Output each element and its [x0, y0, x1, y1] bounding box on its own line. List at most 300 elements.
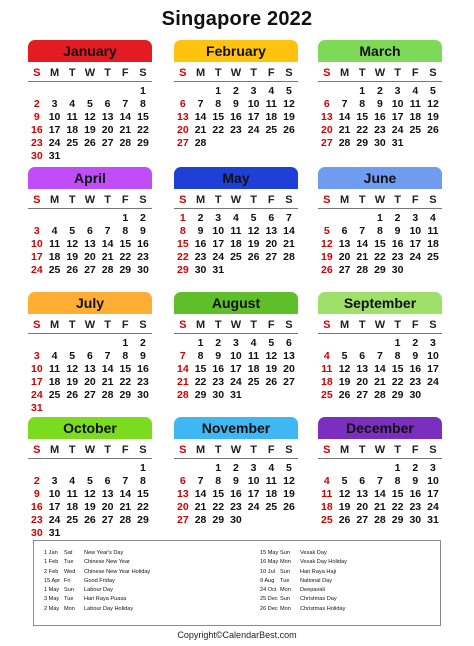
day-cell: 28 [374, 389, 386, 401]
day-cell: 14 [356, 238, 369, 250]
weekday-label: F [411, 318, 419, 331]
day-cell: 12 [66, 363, 79, 375]
weekday-label: S [285, 193, 293, 206]
weekday-label: S [285, 66, 293, 79]
day-cell: 29 [391, 514, 404, 526]
holiday-row [44, 586, 214, 595]
day-cell: 4 [412, 85, 419, 97]
day-cell: 27 [84, 264, 96, 276]
day-cell: 3 [33, 225, 40, 237]
day-empty [99, 462, 117, 475]
day-cell: 22 [212, 501, 225, 513]
day-cell: 25 [48, 264, 61, 276]
holiday-name: Christmas Day [300, 596, 337, 603]
day-cell: 6 [179, 98, 186, 110]
day-cell: 27 [283, 376, 295, 388]
weekday-label: F [267, 66, 275, 79]
day-cell: 23 [391, 251, 404, 263]
day-grid [28, 337, 152, 415]
day-cell: 29 [137, 514, 149, 526]
weekday-header [174, 191, 298, 209]
weekday-header [28, 191, 152, 209]
day-cell: 21 [374, 501, 386, 513]
day-cell: 27 [177, 514, 189, 526]
day-cell: 22 [374, 251, 386, 263]
weekday-label: M [195, 318, 206, 331]
day-cell: 20 [283, 363, 295, 375]
holiday-day: Sun [280, 568, 290, 575]
day-cell: 31 [48, 150, 61, 162]
weekday-label: S [33, 443, 41, 456]
day-cell: 5 [430, 85, 436, 97]
day-cell: 31 [391, 137, 404, 149]
day-cell: 9 [376, 98, 383, 110]
day-cell: 18 [265, 111, 278, 123]
day-cell: 22 [391, 501, 404, 513]
day-cell: 9 [412, 350, 419, 362]
weekday-label: S [33, 193, 41, 206]
day-cell: 27 [101, 514, 114, 526]
day-cell: 10 [31, 238, 43, 250]
day-cell: 20 [265, 238, 278, 250]
day-cell: 25 [321, 389, 333, 401]
day-empty [63, 462, 81, 475]
weekday-label: W [374, 66, 386, 79]
day-cell: 26 [427, 124, 439, 136]
day-cell: 10 [247, 98, 260, 110]
day-empty [28, 85, 46, 98]
month-header: June [318, 167, 442, 189]
day-cell: 12 [265, 350, 278, 362]
day-empty [81, 212, 99, 225]
day-cell: 8 [197, 350, 204, 362]
day-cell: 5 [341, 475, 348, 487]
weekday-label: T [104, 193, 111, 206]
day-cell: 10 [247, 475, 260, 487]
day-cell: 28 [194, 137, 207, 149]
day-cell: 23 [194, 251, 207, 263]
day-cell: 15 [212, 111, 225, 123]
day-cell: 13 [177, 488, 189, 500]
month-header: December [318, 417, 442, 439]
holiday-name: Good Friday [84, 577, 115, 584]
weekday-label: S [139, 66, 147, 79]
day-empty [28, 212, 46, 225]
day-cell: 7 [376, 475, 383, 487]
day-empty [99, 212, 117, 225]
day-cell: 22 [137, 124, 149, 136]
day-cell: 7 [341, 98, 348, 110]
holiday-name: Vesak Day [300, 550, 327, 556]
weekday-header [28, 316, 152, 334]
day-cell: 10 [31, 363, 43, 375]
day-cell: 18 [321, 501, 333, 513]
day-cell: 12 [84, 111, 96, 123]
day-cell: 13 [101, 111, 114, 123]
day-cell: 8 [359, 98, 366, 110]
weekday-label: S [323, 318, 331, 331]
day-cell: 15 [137, 488, 149, 500]
holiday-date: 9 Aug [260, 577, 275, 584]
day-cell: 2 [215, 337, 222, 349]
day-cell: 10 [427, 350, 439, 362]
day-cell: 3 [51, 475, 58, 487]
weekday-label: W [84, 443, 96, 456]
day-cell: 6 [359, 350, 366, 362]
day-cell: 11 [48, 238, 61, 250]
weekday-label: T [394, 318, 401, 331]
day-cell: 11 [409, 98, 421, 110]
day-cell: 15 [194, 363, 207, 375]
day-grid [174, 212, 298, 277]
day-cell: 30 [409, 514, 422, 526]
day-cell: 20 [101, 124, 114, 136]
day-cell: 17 [48, 124, 61, 136]
day-grid [318, 212, 442, 277]
day-cell: 30 [374, 137, 386, 149]
month-header: October [28, 417, 152, 439]
weekday-header [174, 64, 298, 82]
day-empty [28, 337, 46, 350]
weekday-label: T [250, 318, 257, 331]
day-cell: 23 [212, 376, 225, 388]
holiday-date: 10 Jul [260, 568, 275, 575]
day-grid [28, 212, 152, 277]
month-april [28, 167, 152, 277]
day-cell: 12 [338, 488, 351, 500]
day-cell: 13 [84, 238, 96, 250]
day-cell: 5 [86, 98, 93, 110]
day-empty [63, 212, 81, 225]
holiday-row [260, 577, 430, 586]
weekday-label: W [230, 193, 242, 206]
month-header: May [174, 167, 298, 189]
day-cell: 10 [48, 488, 61, 500]
day-cell: 3 [232, 337, 239, 349]
day-cell: 16 [391, 238, 404, 250]
holiday-date: 2 May [44, 605, 60, 612]
day-cell: 27 [321, 137, 333, 149]
day-cell: 11 [265, 98, 277, 110]
day-cell: 20 [177, 501, 189, 513]
holiday-name: National Day [300, 577, 333, 584]
day-cell: 30 [409, 389, 422, 401]
day-cell: 23 [230, 501, 242, 513]
weekday-label: W [230, 443, 242, 456]
day-cell: 29 [391, 389, 404, 401]
day-cell: 16 [374, 111, 386, 123]
day-cell: 9 [412, 475, 419, 487]
day-cell: 18 [247, 363, 260, 375]
weekday-label: W [84, 66, 96, 79]
day-empty [318, 212, 336, 225]
day-grid [174, 337, 298, 402]
day-cell: 28 [283, 251, 295, 263]
holiday-name: New Year's Day [84, 550, 124, 556]
holiday-row [44, 549, 214, 558]
day-cell: 2 [232, 85, 239, 97]
weekday-label: W [374, 318, 386, 331]
day-cell: 29 [194, 389, 207, 401]
weekday-label: T [250, 443, 257, 456]
day-cell: 18 [427, 238, 439, 250]
day-cell: 5 [286, 85, 292, 97]
day-cell: 30 [212, 389, 225, 401]
day-cell: 27 [356, 389, 369, 401]
day-cell: 1 [140, 462, 146, 474]
day-cell: 19 [84, 124, 96, 136]
day-cell: 1 [215, 85, 222, 97]
day-empty [353, 212, 371, 225]
day-cell: 24 [247, 501, 260, 513]
day-cell: 31 [230, 389, 242, 401]
weekday-label: S [429, 318, 437, 331]
weekday-label: T [394, 66, 401, 79]
day-cell: 17 [427, 363, 439, 375]
weekday-label: S [179, 193, 187, 206]
day-empty [99, 85, 117, 98]
holiday-date: 1 Feb [44, 559, 59, 566]
day-cell: 5 [69, 350, 76, 362]
day-cell: 17 [31, 376, 43, 388]
day-cell: 12 [283, 475, 295, 487]
holiday-day: Mon [280, 605, 291, 612]
day-cell: 15 [374, 238, 386, 250]
weekday-label: S [429, 443, 437, 456]
weekday-header [318, 64, 442, 82]
day-cell: 7 [179, 350, 186, 362]
month-header: August [174, 292, 298, 314]
holiday-day: Sun [280, 596, 290, 603]
day-cell: 19 [321, 251, 333, 263]
day-cell: 19 [283, 111, 295, 123]
day-cell: 12 [66, 238, 79, 250]
day-cell: 23 [31, 514, 43, 526]
weekday-label: F [267, 443, 275, 456]
day-cell: 6 [179, 475, 186, 487]
day-cell: 26 [84, 514, 96, 526]
holiday-name: Labour Day [84, 587, 113, 594]
day-cell: 20 [356, 501, 369, 513]
day-cell: 5 [268, 337, 275, 349]
day-cell: 20 [177, 124, 189, 136]
day-cell: 6 [86, 350, 93, 362]
day-cell: 17 [48, 501, 61, 513]
day-cell: 14 [177, 363, 189, 375]
day-empty [318, 337, 336, 350]
day-cell: 18 [230, 238, 242, 250]
day-cell: 14 [101, 238, 114, 250]
day-empty [336, 462, 354, 475]
day-empty [192, 85, 210, 98]
day-cell: 29 [212, 514, 225, 526]
day-cell: 8 [140, 98, 146, 110]
day-cell: 2 [33, 98, 40, 110]
weekday-label: S [33, 66, 41, 79]
holiday-name: Hari Raya Puasa [84, 596, 127, 603]
day-cell: 21 [119, 124, 132, 136]
day-cell: 26 [247, 251, 260, 263]
day-cell: 26 [265, 376, 278, 388]
day-cell: 11 [265, 475, 277, 487]
month-july [28, 292, 152, 415]
day-cell: 4 [323, 350, 330, 362]
day-cell: 11 [248, 350, 260, 362]
day-cell: 19 [283, 488, 295, 500]
day-cell: 8 [376, 225, 383, 237]
day-cell: 27 [356, 514, 369, 526]
day-cell: 5 [86, 475, 93, 487]
weekday-label: M [49, 318, 60, 331]
month-header: February [174, 40, 298, 62]
day-cell: 13 [265, 225, 278, 237]
day-cell: 24 [427, 376, 439, 388]
day-cell: 28 [338, 137, 351, 149]
day-cell: 15 [119, 363, 132, 375]
holiday-column-left [44, 549, 214, 617]
day-cell: 15 [212, 488, 225, 500]
day-cell: 4 [69, 98, 76, 110]
holiday-row [260, 605, 430, 614]
day-cell: 29 [119, 389, 132, 401]
day-cell: 1 [215, 462, 222, 474]
day-cell: 29 [356, 137, 369, 149]
day-cell: 9 [140, 350, 146, 362]
day-cell: 3 [430, 337, 436, 349]
day-cell: 23 [137, 251, 149, 263]
weekday-header [28, 64, 152, 82]
day-cell: 30 [137, 389, 149, 401]
day-empty [318, 462, 336, 475]
weekday-label: T [68, 443, 76, 456]
day-empty [192, 462, 210, 475]
holiday-day: Mon [280, 559, 291, 566]
month-august [174, 292, 298, 402]
holiday-day: Sun [280, 550, 290, 556]
holiday-row [260, 586, 430, 595]
day-cell: 11 [66, 111, 78, 123]
weekday-label: S [323, 193, 331, 206]
day-cell: 13 [177, 111, 189, 123]
weekday-label: S [429, 66, 437, 79]
day-cell: 20 [321, 124, 333, 136]
day-cell: 2 [197, 212, 204, 224]
day-cell: 4 [51, 225, 58, 237]
day-cell: 24 [427, 501, 439, 513]
day-cell: 25 [265, 501, 278, 513]
holiday-column-right [260, 549, 430, 617]
day-cell: 28 [101, 389, 114, 401]
day-cell: 8 [215, 98, 222, 110]
day-cell: 30 [194, 264, 207, 276]
day-cell: 12 [338, 363, 351, 375]
day-empty [63, 337, 81, 350]
weekday-label: F [267, 318, 275, 331]
weekday-label: T [214, 443, 222, 456]
day-cell: 4 [430, 212, 436, 224]
day-cell: 14 [101, 363, 114, 375]
day-cell: 10 [409, 225, 422, 237]
month-march [318, 40, 442, 150]
weekday-label: M [339, 66, 350, 79]
day-grid [28, 85, 152, 163]
day-cell: 10 [391, 98, 404, 110]
day-cell: 23 [31, 137, 43, 149]
day-cell: 28 [374, 514, 386, 526]
day-empty [99, 337, 117, 350]
day-cell: 13 [283, 350, 295, 362]
day-cell: 21 [194, 501, 207, 513]
holiday-date: 25 Dec [260, 596, 278, 603]
day-cell: 29 [119, 264, 132, 276]
day-cell: 6 [359, 475, 366, 487]
day-cell: 16 [409, 488, 422, 500]
day-cell: 10 [48, 111, 61, 123]
day-empty [63, 85, 81, 98]
day-cell: 9 [140, 225, 146, 237]
day-cell: 13 [338, 238, 351, 250]
weekday-label: M [49, 66, 60, 79]
weekday-label: M [339, 193, 350, 206]
day-cell: 7 [376, 350, 383, 362]
weekday-label: T [250, 193, 257, 206]
day-cell: 26 [66, 264, 79, 276]
day-empty [353, 337, 371, 350]
day-cell: 14 [374, 488, 386, 500]
day-cell: 3 [250, 85, 257, 97]
day-cell: 27 [177, 137, 189, 149]
weekday-label: T [394, 193, 401, 206]
day-cell: 14 [194, 111, 207, 123]
day-empty [174, 462, 192, 475]
day-cell: 14 [194, 488, 207, 500]
day-cell: 6 [104, 475, 111, 487]
day-cell: 15 [391, 363, 404, 375]
day-cell: 5 [69, 225, 76, 237]
day-cell: 25 [409, 124, 422, 136]
day-cell: 3 [250, 462, 257, 474]
day-cell: 25 [247, 376, 260, 388]
day-cell: 2 [412, 337, 419, 349]
holiday-list [33, 540, 441, 626]
holiday-date: 26 Dec [260, 605, 278, 612]
day-cell: 16 [31, 124, 43, 136]
day-cell: 16 [194, 238, 207, 250]
day-empty [46, 212, 64, 225]
day-cell: 24 [230, 376, 242, 388]
day-cell: 1 [376, 212, 383, 224]
day-cell: 2 [33, 475, 40, 487]
weekday-label: M [195, 66, 206, 79]
holiday-name: Chinese New Year [84, 559, 131, 566]
holiday-date: 15 May [260, 550, 279, 556]
day-empty [116, 462, 134, 475]
day-cell: 11 [321, 363, 333, 375]
day-cell: 21 [119, 501, 132, 513]
day-cell: 26 [66, 389, 79, 401]
day-cell: 5 [323, 225, 330, 237]
day-cell: 21 [338, 124, 351, 136]
weekday-header [174, 316, 298, 334]
day-cell: 22 [119, 376, 132, 388]
day-cell: 10 [230, 350, 242, 362]
weekday-label: T [358, 66, 366, 79]
day-cell: 25 [66, 137, 79, 149]
day-cell: 28 [356, 264, 369, 276]
day-cell: 11 [48, 363, 61, 375]
day-cell: 1 [394, 337, 401, 349]
day-cell: 18 [66, 124, 79, 136]
